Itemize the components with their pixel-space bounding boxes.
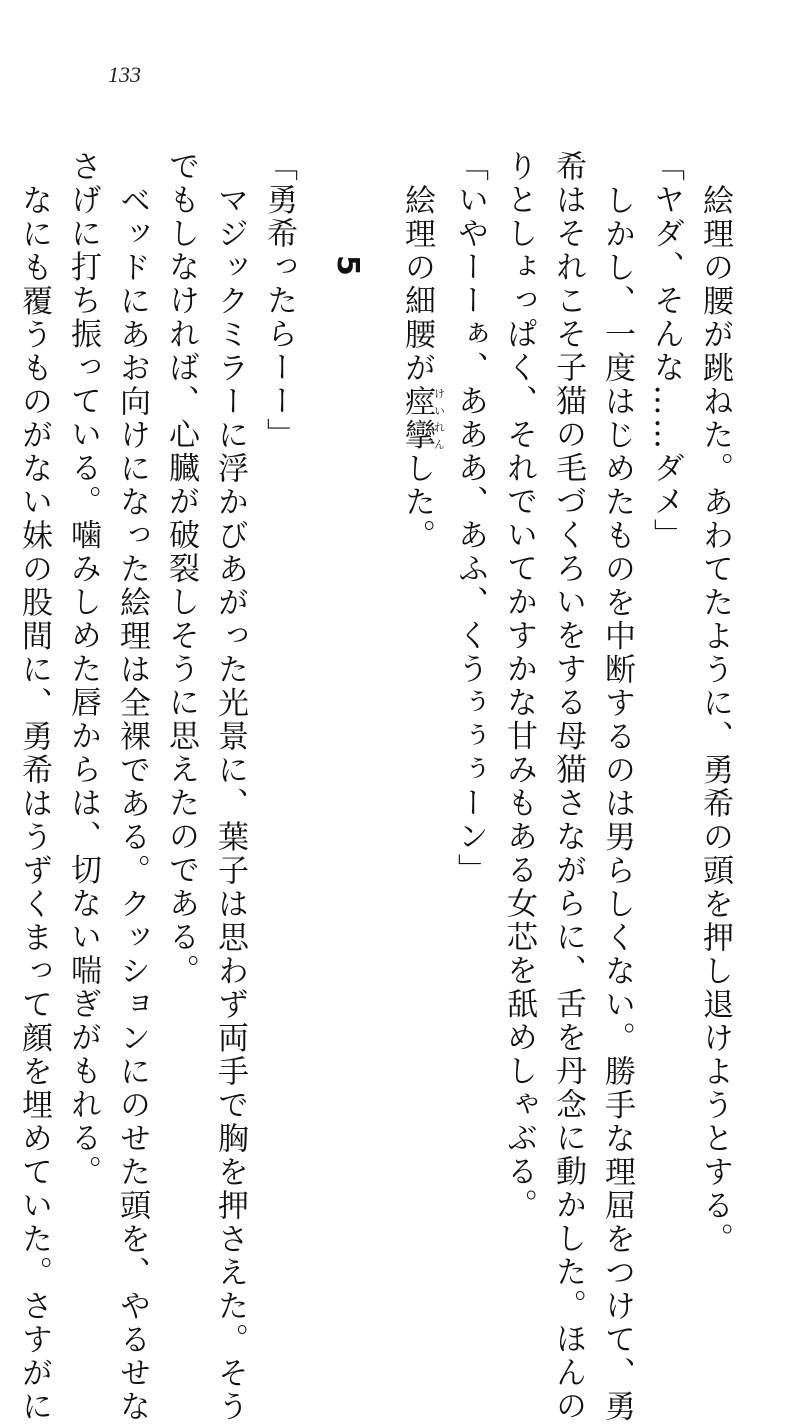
text-line: 絵理の腰が跳ねた。あわてたように、勇希の頭を押し退けようとする。: [697, 184, 733, 1256]
text-line: 希はそれこそ子猫の毛づくろいをする母猫さながらに、舌を丹念に動かした。ほんの: [550, 150, 586, 1423]
text-line: しかし、一度はじめたものを中断するのは男らしくない。勝手な理屈をつけて、勇: [599, 184, 635, 1424]
section-heading: 5: [330, 255, 365, 279]
dialogue-line: 「勇希ったらーー」: [261, 150, 297, 452]
section-spacer: [303, 150, 323, 1100]
page-number: 133: [108, 62, 141, 87]
ruby-base: 痙攣: [399, 385, 435, 452]
text-line: なにも覆うものがない妹の股間に、勇希はうずくまって顔を埋めていた。さすがに: [16, 184, 52, 1424]
text-line: でもしなければ、心臓が破裂しそうに思えたのである。: [163, 150, 199, 988]
text-line: りとしょっぱく、それでいてかすかな甘みもある女芯を舐めしゃぶる。: [501, 150, 537, 1222]
body-text: [16, 150, 739, 1424]
text-line: マジックミラーに浮かびあがった光景に、葉子は思わず両手で胸を押さえた。そう: [212, 184, 248, 1424]
ruby-reading: けいれん: [432, 385, 446, 452]
section-spacer: [372, 150, 392, 1100]
text-fragment: した。: [399, 452, 435, 553]
ruby-word: [399, 385, 446, 452]
text-line: ベッドにあお向けになった絵理は全裸である。クッションにのせた頭を、やるせな: [114, 184, 150, 1424]
text-fragment: 絵理の細腰が: [399, 184, 435, 385]
text-line: さげに打ち振っている。噛みしめた唇からは、切ない喘ぎがもれる。: [65, 150, 101, 1189]
text-line: [392, 150, 445, 1100]
dialogue-line: 「ヤダ、そんな……ダメ」: [648, 150, 684, 552]
dialogue-line: 「いやーーぁ、あああ、あふ、くうぅぅぅーン」: [452, 150, 488, 887]
